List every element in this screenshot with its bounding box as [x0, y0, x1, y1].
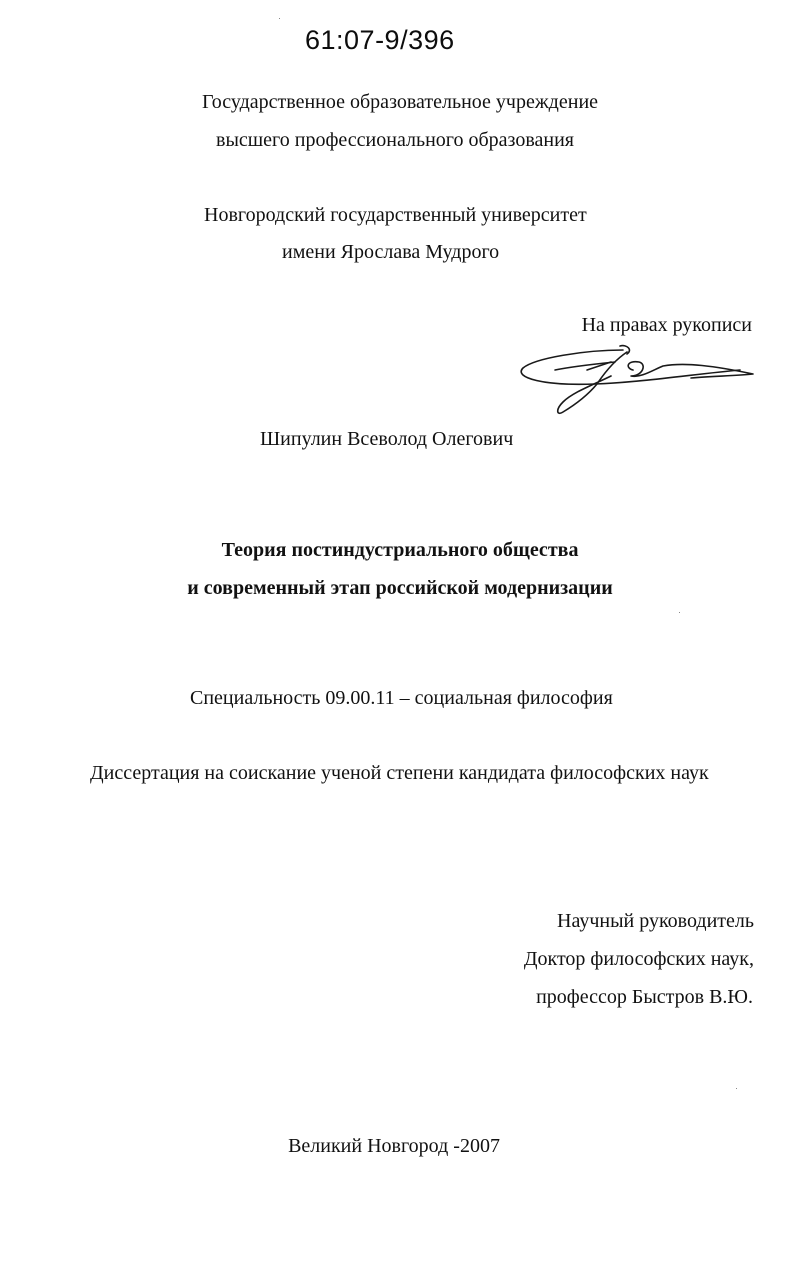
university-line-2: имени Ярослава Мудрого — [282, 241, 500, 263]
dissertation-title-line-1: Теория постиндустриального общества — [221, 539, 579, 561]
institution-line-2: высшего профессионального образования — [216, 129, 574, 151]
supervisor-name: профессор Быстров В.Ю. — [536, 986, 753, 1008]
handwritten-signature — [515, 340, 765, 420]
registry-number: 61:07-9/396 — [305, 25, 455, 55]
manuscript-rights-note: На правах рукописи — [581, 314, 752, 336]
institution-line-1: Государственное образовательное учреждение — [201, 91, 599, 113]
specialty-line: Специальность 09.00.11 – социальная философия — [190, 687, 613, 709]
supervisor-degree: Доктор философских наук, — [523, 948, 754, 970]
degree-statement: Диссертация на соискание ученой степени кандидата философских наук — [90, 762, 709, 784]
dissertation-title-line-2: и современный этап российской модернизации — [187, 577, 613, 599]
university-line-1: Новгородский государственный университет — [204, 204, 587, 226]
scan-speck — [679, 612, 680, 613]
supervisor-role: Научный руководитель — [557, 910, 754, 932]
scan-speck — [736, 1088, 737, 1089]
author-name: Шипулин Всеволод Олегович — [260, 428, 514, 450]
scan-speck — [279, 18, 280, 19]
place-and-year: Великий Новгород -2007 — [288, 1135, 500, 1157]
